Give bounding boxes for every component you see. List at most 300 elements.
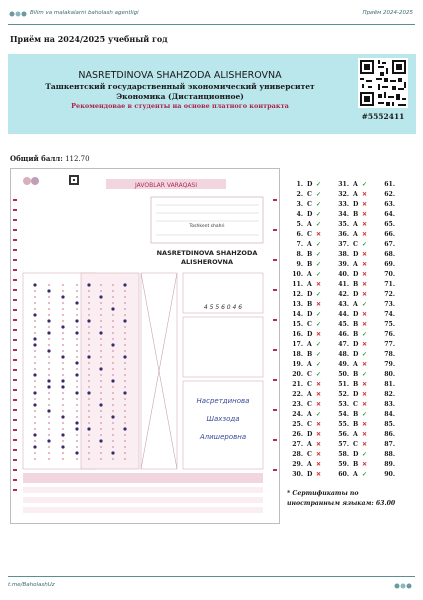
answer-bubble xyxy=(61,385,64,388)
answer-bubble xyxy=(33,433,36,436)
cross-icon: ✕ xyxy=(316,301,322,308)
answer-bubble xyxy=(100,326,102,328)
answer-bubble xyxy=(48,284,50,286)
answer-bubble xyxy=(61,355,64,358)
answer-bubble xyxy=(124,446,126,448)
answer-letter: C xyxy=(353,401,358,408)
answer-letter: A xyxy=(307,271,312,278)
cross-icon: ✕ xyxy=(316,421,322,428)
answer-letter: D xyxy=(307,471,313,478)
answer-bubble xyxy=(76,440,78,442)
answer-row xyxy=(333,440,370,450)
answer-number: 81. xyxy=(384,381,395,388)
answer-bubble xyxy=(124,326,126,328)
answer-bubble xyxy=(100,320,102,322)
answer-row xyxy=(379,370,395,380)
answer-bubble xyxy=(100,344,102,346)
answer-row xyxy=(287,440,324,450)
answer-bubble xyxy=(76,326,78,328)
answer-bubble xyxy=(124,380,126,382)
answer-row xyxy=(287,250,324,260)
answer-letter: C xyxy=(307,201,312,208)
answer-bubble xyxy=(124,416,126,418)
check-icon: ✓ xyxy=(316,311,322,318)
answer-number: 24. xyxy=(292,411,303,418)
cross-icon: ✕ xyxy=(362,281,368,288)
answer-bubble xyxy=(112,350,114,352)
answer-row xyxy=(333,340,370,350)
answer-bubble xyxy=(48,308,50,310)
answer-number: 47. xyxy=(338,341,349,348)
answer-bubble xyxy=(88,386,90,388)
answer-bubble xyxy=(124,362,126,364)
answer-bubble xyxy=(75,331,78,334)
answer-number: 78. xyxy=(384,351,395,358)
answer-row xyxy=(287,190,324,200)
check-icon: ✓ xyxy=(316,211,322,218)
answer-number: 23. xyxy=(292,401,303,408)
answer-row xyxy=(379,220,395,230)
answer-row xyxy=(379,200,395,210)
answer-bubble xyxy=(48,398,50,400)
answer-bubble xyxy=(124,302,126,304)
check-icon: ✓ xyxy=(316,221,322,228)
answer-bubble xyxy=(47,439,50,442)
check-icon: ✓ xyxy=(362,241,368,248)
answer-row xyxy=(333,180,370,190)
answer-row xyxy=(333,430,370,440)
answer-bubble xyxy=(48,338,50,340)
answer-letter: D xyxy=(353,201,359,208)
answer-bubble xyxy=(62,314,64,316)
cross-icon: ✕ xyxy=(316,281,322,288)
recommendation-text: Рекомендовае в студенты на основе платного контракта xyxy=(71,102,289,110)
answer-bubble xyxy=(61,379,64,382)
answer-bubble xyxy=(124,296,126,298)
answer-number: 55. xyxy=(338,421,349,428)
answer-letter: D xyxy=(353,351,359,358)
application-id: #5552411 xyxy=(361,112,405,121)
answer-bubble xyxy=(88,398,90,400)
answer-row xyxy=(333,290,370,300)
answer-bubble xyxy=(112,296,114,298)
answer-letter: C xyxy=(307,321,312,328)
answer-number: 89. xyxy=(384,461,395,468)
answer-letter: A xyxy=(353,181,358,188)
answer-bubble xyxy=(75,421,78,424)
answer-bubble xyxy=(76,458,78,460)
answer-letter: B xyxy=(353,411,359,418)
answer-number: 30. xyxy=(292,471,303,478)
cross-icon: ✕ xyxy=(362,441,368,448)
answer-column-1 xyxy=(287,180,324,480)
answer-letter: C xyxy=(307,381,312,388)
answer-row xyxy=(287,380,324,390)
answer-bubble xyxy=(34,422,36,424)
answer-bubble xyxy=(76,434,78,436)
answer-number: 12. xyxy=(292,291,303,298)
answer-bubble xyxy=(76,344,78,346)
cross-icon: ✕ xyxy=(316,441,322,448)
cross-icon: ✕ xyxy=(316,391,322,398)
cross-icon: ✕ xyxy=(362,271,368,278)
answer-row xyxy=(379,290,395,300)
answer-number: 79. xyxy=(384,361,395,368)
answer-letter: A xyxy=(353,191,358,198)
answer-letter: B xyxy=(353,421,359,428)
answer-row xyxy=(333,410,370,420)
answer-bubble xyxy=(48,452,50,454)
answer-bubble xyxy=(88,452,90,454)
answer-bubble xyxy=(100,314,102,316)
cross-icon: ✕ xyxy=(362,221,368,228)
cross-icon: ✕ xyxy=(362,381,368,388)
answer-bubble xyxy=(100,350,102,352)
answer-bubble xyxy=(34,326,36,328)
answer-number: 48. xyxy=(338,351,349,358)
answer-bubble xyxy=(48,422,50,424)
answer-row xyxy=(333,380,370,390)
check-icon: ✓ xyxy=(316,191,322,198)
cross-icon: ✕ xyxy=(316,431,322,438)
answer-bubble xyxy=(100,380,102,382)
answer-bubble xyxy=(87,391,90,394)
answer-letter: A xyxy=(307,441,312,448)
answer-bubble xyxy=(111,343,114,346)
answer-bubble xyxy=(88,290,90,292)
answer-bubble xyxy=(87,355,90,358)
answer-bubble xyxy=(88,350,90,352)
answer-bubble xyxy=(33,283,36,286)
answer-bubble xyxy=(62,320,64,322)
answer-number: 65. xyxy=(384,221,395,228)
cross-icon: ✕ xyxy=(362,311,368,318)
agency-logo-footer xyxy=(393,580,413,593)
answer-bubble xyxy=(111,451,114,454)
answer-bubble xyxy=(75,361,78,364)
certificate-value: иностранным языкам: 63.00 xyxy=(287,500,396,507)
check-icon: ✓ xyxy=(362,331,368,338)
sheet-header-title: JAVOBLAR VARAQASI xyxy=(134,182,198,189)
answer-number: 84. xyxy=(384,411,395,418)
answer-bubble xyxy=(100,422,102,424)
answer-letter: C xyxy=(307,401,312,408)
answer-row xyxy=(379,190,395,200)
check-icon: ✓ xyxy=(362,181,368,188)
answer-number: 73. xyxy=(384,301,395,308)
answer-bubble xyxy=(62,458,64,460)
answer-bubble xyxy=(76,398,78,400)
answer-number: 22. xyxy=(292,391,303,398)
cross-icon: ✕ xyxy=(362,461,368,468)
answer-bubble xyxy=(76,380,78,382)
answer-bubble xyxy=(88,314,90,316)
answer-bubble xyxy=(88,338,90,340)
answer-number: 37. xyxy=(338,241,349,248)
answer-bubble xyxy=(48,374,50,376)
answer-row xyxy=(333,390,370,400)
check-icon: ✓ xyxy=(362,471,368,478)
answer-bubble xyxy=(76,356,78,358)
answer-bubble xyxy=(100,398,102,400)
answer-row xyxy=(379,250,395,260)
answer-bubble xyxy=(112,290,114,292)
answer-letter: A xyxy=(307,221,312,228)
check-icon: ✓ xyxy=(316,201,322,208)
answer-bubble xyxy=(88,368,90,370)
answer-row xyxy=(333,260,370,270)
answer-bubble xyxy=(124,422,126,424)
answer-bubble xyxy=(88,380,90,382)
answer-row xyxy=(333,310,370,320)
answer-letter: A xyxy=(353,471,358,478)
answer-bubble xyxy=(100,374,102,376)
sheet-handwritten-code: 4 5 5 6 0 4 6 xyxy=(203,304,243,311)
answer-bubble xyxy=(47,349,50,352)
answer-row xyxy=(379,260,395,270)
answer-row xyxy=(333,220,370,230)
answer-bubble xyxy=(112,284,114,286)
answer-letter: B xyxy=(353,211,359,218)
answer-bubble xyxy=(112,362,114,364)
answer-bubble xyxy=(88,404,90,406)
answer-bubble xyxy=(76,284,78,286)
check-icon: ✓ xyxy=(362,351,368,358)
answer-bubble xyxy=(100,392,102,394)
answer-number: 14. xyxy=(292,311,303,318)
signature-line-1: Насретдинова xyxy=(196,397,250,405)
university-name: Ташкентский государственный экономический университет xyxy=(45,82,315,91)
answer-bubble xyxy=(33,337,36,340)
answer-row xyxy=(379,460,395,470)
answer-bubble xyxy=(124,410,126,412)
answer-letter: C xyxy=(307,451,312,458)
answer-row xyxy=(379,400,395,410)
answer-bubble xyxy=(62,344,64,346)
answer-number: 43. xyxy=(338,301,349,308)
answer-number: 28. xyxy=(292,451,303,458)
answer-bubble xyxy=(123,283,126,286)
cross-icon: ✕ xyxy=(362,211,368,218)
answer-number: 57. xyxy=(338,441,349,448)
answer-number: 33. xyxy=(338,201,349,208)
answer-bubble xyxy=(100,284,102,286)
answer-bubble xyxy=(62,392,64,394)
answer-number: 34. xyxy=(338,211,349,218)
answer-number: 42. xyxy=(338,291,349,298)
answer-letter: C xyxy=(353,241,358,248)
answer-bubble xyxy=(62,428,64,430)
answer-letter: D xyxy=(353,311,359,318)
answer-bubble xyxy=(48,362,50,364)
cross-icon: ✕ xyxy=(362,291,368,298)
answer-bubble xyxy=(47,379,50,382)
answer-row xyxy=(333,300,370,310)
answer-number: 54. xyxy=(338,411,349,418)
answer-letter: A xyxy=(307,391,312,398)
answer-number: 86. xyxy=(384,431,395,438)
answer-bubble xyxy=(62,302,64,304)
answer-row xyxy=(379,440,395,450)
answer-letter: A xyxy=(307,241,312,248)
cross-icon: ✕ xyxy=(362,401,368,408)
answer-bubble xyxy=(34,458,36,460)
cross-icon: ✕ xyxy=(362,191,368,198)
answer-number: 58. xyxy=(338,451,349,458)
answer-row xyxy=(287,200,324,210)
answer-row xyxy=(333,250,370,260)
answer-row xyxy=(379,430,395,440)
sheet-region: Toshkent shahri xyxy=(189,224,225,229)
answer-row xyxy=(333,450,370,460)
answer-letter: D xyxy=(307,181,313,188)
answer-letter: D xyxy=(307,291,313,298)
answer-number: 63. xyxy=(384,201,395,208)
answer-row xyxy=(287,390,324,400)
answer-bubble xyxy=(48,368,50,370)
answer-bubble xyxy=(34,452,36,454)
answer-letter: D xyxy=(307,211,313,218)
answer-number: 64. xyxy=(384,211,395,218)
answer-bubble xyxy=(34,296,36,298)
answer-bubble xyxy=(62,290,64,292)
answer-bubble xyxy=(75,373,78,376)
answer-bubble xyxy=(112,386,114,388)
answer-number: 40. xyxy=(338,271,349,278)
answer-row xyxy=(287,230,324,240)
answer-letter: C xyxy=(307,371,312,378)
answer-number: 70. xyxy=(384,271,395,278)
answer-bubble xyxy=(62,422,64,424)
answer-bubble xyxy=(124,440,126,442)
answer-bubble xyxy=(112,314,114,316)
answer-row xyxy=(333,230,370,240)
answer-bubble xyxy=(124,308,126,310)
answer-number: 18. xyxy=(292,351,303,358)
answer-bubble xyxy=(112,428,114,430)
answer-bubble xyxy=(99,439,102,442)
cross-icon: ✕ xyxy=(316,461,322,468)
check-icon: ✓ xyxy=(362,451,368,458)
answer-letter: B xyxy=(307,261,313,268)
answer-row xyxy=(333,330,370,340)
answer-bubble xyxy=(88,302,90,304)
answer-bubble xyxy=(124,374,126,376)
answer-bubble xyxy=(34,410,36,412)
answer-number: 46. xyxy=(338,331,349,338)
answer-number: 60. xyxy=(338,471,349,478)
answer-bubble xyxy=(88,332,90,334)
answer-bubble xyxy=(33,391,36,394)
answer-letter: B xyxy=(307,251,313,258)
answer-bubble xyxy=(34,416,36,418)
answer-letter: A xyxy=(307,281,312,288)
answer-row xyxy=(287,320,324,330)
answer-bubble xyxy=(48,302,50,304)
answer-number: 51. xyxy=(338,381,349,388)
answer-bubble xyxy=(88,440,90,442)
certificate-label: * Сертификаты по xyxy=(287,490,359,497)
answer-row xyxy=(333,190,370,200)
answer-number: 3. xyxy=(296,201,303,208)
check-icon: ✓ xyxy=(316,371,322,378)
answer-number: 90. xyxy=(384,471,395,478)
total-score: Общий балл: 112.70 xyxy=(10,154,90,163)
answer-row xyxy=(379,270,395,280)
answer-number: 5. xyxy=(296,221,303,228)
answer-bubble xyxy=(112,374,114,376)
signature-line-3: Алишеровна xyxy=(199,433,247,441)
answer-row xyxy=(333,350,370,360)
qr-code-icon[interactable] xyxy=(358,58,408,108)
answer-number: 45. xyxy=(338,321,349,328)
answer-bubble xyxy=(33,403,36,406)
answer-bubble xyxy=(123,355,126,358)
answer-row xyxy=(379,180,395,190)
answer-bubble xyxy=(61,325,64,328)
answer-number: 31. xyxy=(338,181,349,188)
answer-bubble xyxy=(100,386,102,388)
cross-icon: ✕ xyxy=(362,201,368,208)
cross-icon: ✕ xyxy=(362,341,368,348)
answer-letter: C xyxy=(307,421,312,428)
answer-bubble xyxy=(62,338,64,340)
answer-letter: A xyxy=(307,461,312,468)
answer-bubble xyxy=(34,362,36,364)
answer-bubble xyxy=(124,386,126,388)
telegram-link[interactable]: t.me/BaholashUz xyxy=(8,582,55,588)
answer-bubble xyxy=(112,404,114,406)
answer-sheet-image[interactable] xyxy=(10,168,280,524)
answer-bubble xyxy=(76,314,78,316)
answer-letter: D xyxy=(307,431,313,438)
check-icon: ✓ xyxy=(316,321,322,328)
answer-row xyxy=(287,410,324,420)
answer-row xyxy=(333,420,370,430)
answer-bubble xyxy=(62,308,64,310)
answer-letter: A xyxy=(307,361,312,368)
answer-bubble xyxy=(88,362,90,364)
answer-letter: B xyxy=(353,461,359,468)
answer-row xyxy=(379,320,395,330)
answer-bubble xyxy=(100,428,102,430)
answer-bubble xyxy=(88,458,90,460)
answer-bubble xyxy=(75,319,78,322)
answer-bubble xyxy=(76,350,78,352)
answer-column-3 xyxy=(379,180,395,480)
answer-letter: A xyxy=(353,361,358,368)
answer-bubble xyxy=(88,374,90,376)
answer-row xyxy=(287,330,324,340)
answer-number: 17. xyxy=(292,341,303,348)
answer-bubble xyxy=(112,440,114,442)
answer-number: 77. xyxy=(384,341,395,348)
answer-bubble xyxy=(100,356,102,358)
answer-bubble xyxy=(112,422,114,424)
answer-number: 25. xyxy=(292,421,303,428)
answer-bubble xyxy=(88,416,90,418)
check-icon: ✓ xyxy=(316,251,322,258)
answer-row xyxy=(379,300,395,310)
answer-bubble xyxy=(112,410,114,412)
answer-number: 8. xyxy=(296,251,303,258)
answer-row xyxy=(379,350,395,360)
answer-bubble xyxy=(75,301,78,304)
answer-bubble xyxy=(88,422,90,424)
answer-number: 21. xyxy=(292,381,303,388)
answer-row xyxy=(333,270,370,280)
answer-number: 15. xyxy=(292,321,303,328)
